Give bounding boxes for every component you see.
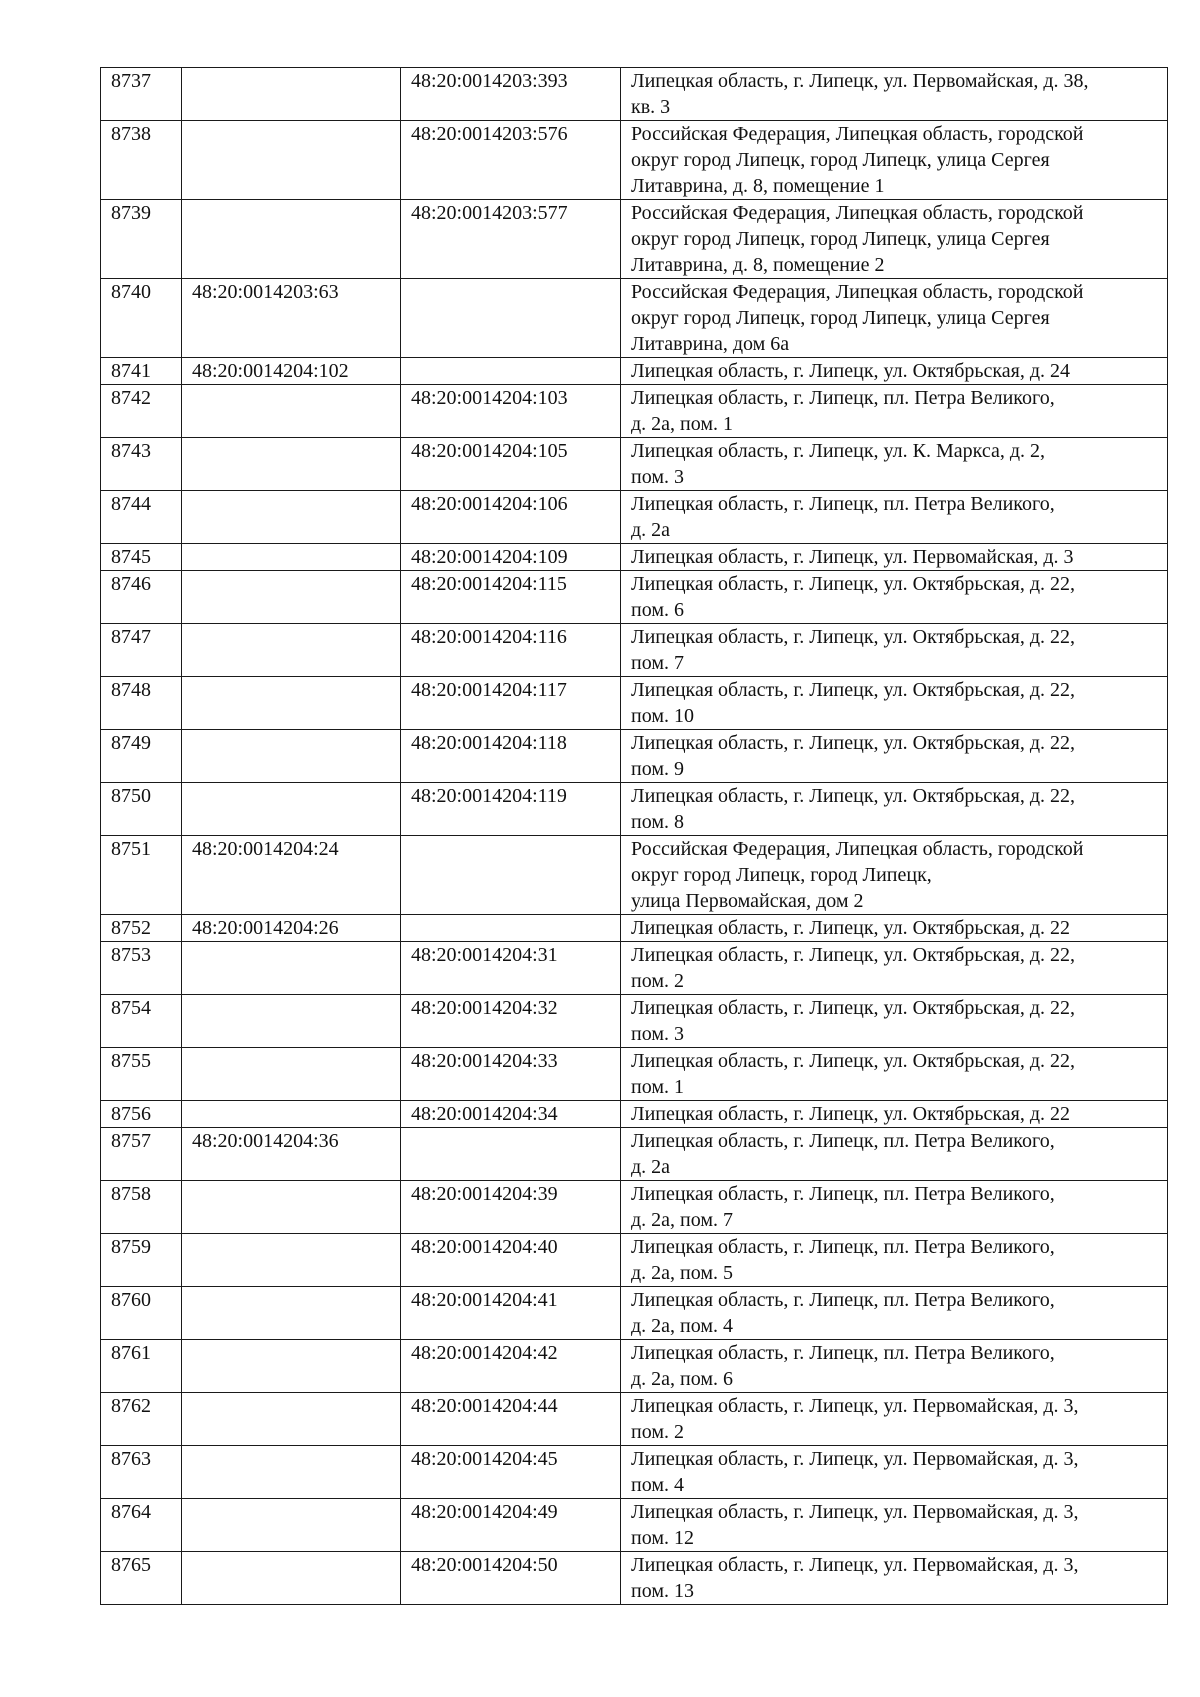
object-cadastral-number-cell: 48:20:0014204:105	[401, 438, 621, 491]
address-line: Литаврина, д. 8, помещение 2	[631, 254, 885, 276]
address-cell	[621, 1499, 1168, 1552]
table-row	[101, 385, 1168, 438]
row-number-cell: 8750	[101, 783, 182, 836]
address-cell	[621, 836, 1168, 915]
address-line: Липецкая область, г. Липецк, ул. Октябрьская, д. 22,	[631, 997, 1076, 1019]
address-line: д. 2а, пом. 4	[631, 1315, 734, 1337]
address-line: пом. 10	[631, 705, 694, 727]
address-line: пом. 9	[631, 758, 684, 780]
row-number-cell: 8751	[101, 836, 182, 915]
land-cadastral-number-cell	[182, 1181, 401, 1234]
address-line: Липецкая область, г. Липецк, ул. Октябрьская, д. 22	[631, 917, 1071, 939]
row-number-cell: 8764	[101, 1499, 182, 1552]
address-cell	[621, 68, 1168, 121]
land-cadastral-number-cell	[182, 1340, 401, 1393]
row-number-cell: 8748	[101, 677, 182, 730]
row-number-cell: 8745	[101, 544, 182, 571]
address-line: Липецкая область, г. Липецк, пл. Петра Великого,	[631, 1342, 1055, 1364]
table-body	[101, 68, 1168, 1605]
object-cadastral-number-cell: 48:20:0014204:49	[401, 1499, 621, 1552]
address-line: д. 2а, пом. 5	[631, 1262, 734, 1284]
land-cadastral-number-cell	[182, 1446, 401, 1499]
object-cadastral-number-cell	[401, 915, 621, 942]
address-line: Российская Федерация, Липецкая область, городской	[631, 202, 1084, 224]
row-number-cell: 8744	[101, 491, 182, 544]
land-cadastral-number-cell	[182, 1552, 401, 1605]
table-row	[101, 491, 1168, 544]
object-cadastral-number-cell: 48:20:0014204:50	[401, 1552, 621, 1605]
address-line: Липецкая область, г. Липецк, ул. Октябрьская, д. 22	[631, 1103, 1071, 1125]
object-cadastral-number-cell	[401, 836, 621, 915]
address-cell	[621, 1287, 1168, 1340]
row-number-cell: 8749	[101, 730, 182, 783]
table-row	[101, 279, 1168, 358]
address-line: пом. 6	[631, 599, 684, 621]
object-cadastral-number-cell: 48:20:0014204:41	[401, 1287, 621, 1340]
land-cadastral-number-cell	[182, 942, 401, 995]
address-line: Липецкая область, г. Липецк, ул. Октябрьская, д. 22,	[631, 573, 1076, 595]
address-line: пом. 8	[631, 811, 684, 833]
address-line: Липецкая область, г. Липецк, ул. Первомайская, д. 3,	[631, 1501, 1079, 1523]
address-line: пом. 1	[631, 1076, 684, 1098]
address-line: Липецкая область, г. Липецк, ул. Октябрьская, д. 22,	[631, 1050, 1076, 1072]
row-number-cell: 8742	[101, 385, 182, 438]
table-row	[101, 1446, 1168, 1499]
object-cadastral-number-cell: 48:20:0014204:115	[401, 571, 621, 624]
land-cadastral-number-cell	[182, 1048, 401, 1101]
table-row	[101, 1499, 1168, 1552]
object-cadastral-number-cell: 48:20:0014204:109	[401, 544, 621, 571]
address-line: д. 2а, пом. 6	[631, 1368, 734, 1390]
address-cell	[621, 571, 1168, 624]
object-cadastral-number-cell: 48:20:0014204:31	[401, 942, 621, 995]
land-cadastral-number-cell: 48:20:0014204:36	[182, 1128, 401, 1181]
object-cadastral-number-cell: 48:20:0014204:119	[401, 783, 621, 836]
address-cell	[621, 491, 1168, 544]
address-cell	[621, 121, 1168, 200]
table-row	[101, 1101, 1168, 1128]
object-cadastral-number-cell	[401, 1128, 621, 1181]
row-number-cell: 8739	[101, 200, 182, 279]
address-line: д. 2а, пом. 1	[631, 413, 734, 435]
object-cadastral-number-cell: 48:20:0014204:40	[401, 1234, 621, 1287]
address-line: Липецкая область, г. Липецк, ул. Первомайская, д. 3,	[631, 1448, 1079, 1470]
row-number-cell: 8756	[101, 1101, 182, 1128]
address-line: кв. 3	[631, 96, 671, 118]
address-cell	[621, 995, 1168, 1048]
address-line: Липецкая область, г. Липецк, пл. Петра Великого,	[631, 1289, 1055, 1311]
land-cadastral-number-cell	[182, 1393, 401, 1446]
address-line: пом. 4	[631, 1474, 684, 1496]
address-line: пом. 2	[631, 970, 684, 992]
address-cell	[621, 1181, 1168, 1234]
address-line: Литаврина, дом 6а	[631, 333, 790, 355]
address-line: Липецкая область, г. Липецк, ул. Первомайская, д. 3,	[631, 1554, 1079, 1576]
row-number-cell: 8747	[101, 624, 182, 677]
row-number-cell: 8740	[101, 279, 182, 358]
table-row	[101, 783, 1168, 836]
address-line: пом. 2	[631, 1421, 684, 1443]
address-line: округ город Липецк, город Липецк, улица Сергея	[631, 307, 1050, 329]
address-cell	[621, 1446, 1168, 1499]
land-cadastral-number-cell	[182, 544, 401, 571]
table-row	[101, 1048, 1168, 1101]
address-line: Липецкая область, г. Липецк, ул. Первомайская, д. 38,	[631, 70, 1089, 92]
row-number-cell: 8760	[101, 1287, 182, 1340]
address-cell	[621, 544, 1168, 571]
object-cadastral-number-cell: 48:20:0014204:32	[401, 995, 621, 1048]
object-cadastral-number-cell: 48:20:0014204:44	[401, 1393, 621, 1446]
address-line: Липецкая область, г. Липецк, ул. Октябрьская, д. 22,	[631, 626, 1076, 648]
row-number-cell: 8758	[101, 1181, 182, 1234]
address-cell	[621, 1128, 1168, 1181]
table-row	[101, 942, 1168, 995]
table-row	[101, 121, 1168, 200]
land-cadastral-number-cell	[182, 730, 401, 783]
address-line: д. 2а, пом. 7	[631, 1209, 734, 1231]
address-line: пом. 13	[631, 1580, 694, 1602]
address-cell	[621, 677, 1168, 730]
address-line: Липецкая область, г. Липецк, пл. Петра Великого,	[631, 493, 1055, 515]
address-line: Липецкая область, г. Липецк, ул. Октябрьская, д. 22,	[631, 785, 1076, 807]
land-cadastral-number-cell	[182, 677, 401, 730]
row-number-cell: 8741	[101, 358, 182, 385]
row-number-cell: 8752	[101, 915, 182, 942]
object-cadastral-number-cell: 48:20:0014204:45	[401, 1446, 621, 1499]
address-line: Липецкая область, г. Липецк, пл. Петра Великого,	[631, 1183, 1055, 1205]
object-cadastral-number-cell: 48:20:0014204:34	[401, 1101, 621, 1128]
table-row	[101, 1287, 1168, 1340]
land-cadastral-number-cell	[182, 624, 401, 677]
table-row	[101, 1393, 1168, 1446]
table-row	[101, 1128, 1168, 1181]
row-number-cell: 8763	[101, 1446, 182, 1499]
land-cadastral-number-cell	[182, 1287, 401, 1340]
address-line: Российская Федерация, Липецкая область, городской	[631, 838, 1084, 860]
property-registry-table	[100, 67, 1168, 1605]
address-line: Липецкая область, г. Липецк, пл. Петра Великого,	[631, 387, 1055, 409]
object-cadastral-number-cell: 48:20:0014204:103	[401, 385, 621, 438]
land-cadastral-number-cell	[182, 200, 401, 279]
address-line: Липецкая область, г. Липецк, ул. Октябрьская, д. 22,	[631, 944, 1076, 966]
table-row	[101, 915, 1168, 942]
table-row	[101, 571, 1168, 624]
table-row	[101, 836, 1168, 915]
row-number-cell: 8765	[101, 1552, 182, 1605]
address-cell	[621, 624, 1168, 677]
object-cadastral-number-cell	[401, 358, 621, 385]
land-cadastral-number-cell	[182, 491, 401, 544]
address-line: д. 2а	[631, 1156, 671, 1178]
land-cadastral-number-cell	[182, 571, 401, 624]
land-cadastral-number-cell	[182, 385, 401, 438]
land-cadastral-number-cell	[182, 438, 401, 491]
table-row	[101, 358, 1168, 385]
address-line: Липецкая область, г. Липецк, пл. Петра Великого,	[631, 1236, 1055, 1258]
object-cadastral-number-cell: 48:20:0014204:118	[401, 730, 621, 783]
row-number-cell: 8762	[101, 1393, 182, 1446]
address-cell	[621, 279, 1168, 358]
table-row	[101, 438, 1168, 491]
address-line: улица Первомайская, дом 2	[631, 890, 864, 912]
address-cell	[621, 1552, 1168, 1605]
land-cadastral-number-cell: 48:20:0014203:63	[182, 279, 401, 358]
address-cell	[621, 783, 1168, 836]
table-row	[101, 200, 1168, 279]
address-line: пом. 3	[631, 466, 684, 488]
address-cell	[621, 1393, 1168, 1446]
object-cadastral-number-cell: 48:20:0014204:116	[401, 624, 621, 677]
address-line: Российская Федерация, Липецкая область, городской	[631, 123, 1084, 145]
table-row	[101, 544, 1168, 571]
address-line: Липецкая область, г. Липецк, ул. Октябрьская, д. 24	[631, 360, 1071, 382]
object-cadastral-number-cell: 48:20:0014204:39	[401, 1181, 621, 1234]
table-row	[101, 1340, 1168, 1393]
land-cadastral-number-cell: 48:20:0014204:24	[182, 836, 401, 915]
address-line: Российская Федерация, Липецкая область, городской	[631, 281, 1084, 303]
table-row	[101, 1234, 1168, 1287]
object-cadastral-number-cell: 48:20:0014203:393	[401, 68, 621, 121]
row-number-cell: 8761	[101, 1340, 182, 1393]
address-cell	[621, 942, 1168, 995]
table-row	[101, 677, 1168, 730]
address-line: д. 2а	[631, 519, 671, 541]
address-line: Липецкая область, г. Липецк, ул. Первомайская, д. 3,	[631, 1395, 1079, 1417]
address-cell	[621, 358, 1168, 385]
address-line: Липецкая область, г. Липецк, ул. Октябрьская, д. 22,	[631, 732, 1076, 754]
object-cadastral-number-cell: 48:20:0014203:576	[401, 121, 621, 200]
address-cell	[621, 1101, 1168, 1128]
address-line: Липецкая область, г. Липецк, ул. Октябрьская, д. 22,	[631, 679, 1076, 701]
land-cadastral-number-cell	[182, 1234, 401, 1287]
address-line: Литаврина, д. 8, помещение 1	[631, 175, 885, 197]
address-cell	[621, 1048, 1168, 1101]
land-cadastral-number-cell	[182, 68, 401, 121]
land-cadastral-number-cell	[182, 121, 401, 200]
address-line: пом. 3	[631, 1023, 684, 1045]
row-number-cell: 8737	[101, 68, 182, 121]
address-cell	[621, 915, 1168, 942]
row-number-cell: 8757	[101, 1128, 182, 1181]
land-cadastral-number-cell: 48:20:0014204:26	[182, 915, 401, 942]
land-cadastral-number-cell: 48:20:0014204:102	[182, 358, 401, 385]
row-number-cell: 8755	[101, 1048, 182, 1101]
table-row	[101, 1181, 1168, 1234]
address-line: пом. 12	[631, 1527, 694, 1549]
land-cadastral-number-cell	[182, 1499, 401, 1552]
table-row	[101, 68, 1168, 121]
address-line: округ город Липецк, город Липецк,	[631, 864, 932, 886]
address-line: Липецкая область, г. Липецк, пл. Петра Великого,	[631, 1130, 1055, 1152]
row-number-cell: 8738	[101, 121, 182, 200]
row-number-cell: 8746	[101, 571, 182, 624]
table-row	[101, 624, 1168, 677]
address-line: округ город Липецк, город Липецк, улица Сергея	[631, 228, 1050, 250]
land-cadastral-number-cell	[182, 783, 401, 836]
land-cadastral-number-cell	[182, 995, 401, 1048]
object-cadastral-number-cell: 48:20:0014203:577	[401, 200, 621, 279]
address-cell	[621, 200, 1168, 279]
row-number-cell: 8759	[101, 1234, 182, 1287]
address-cell	[621, 1340, 1168, 1393]
object-cadastral-number-cell: 48:20:0014204:42	[401, 1340, 621, 1393]
row-number-cell: 8743	[101, 438, 182, 491]
table-row	[101, 730, 1168, 783]
address-line: Липецкая область, г. Липецк, ул. Первомайская, д. 3	[631, 546, 1074, 568]
address-line: пом. 7	[631, 652, 684, 674]
object-cadastral-number-cell: 48:20:0014204:106	[401, 491, 621, 544]
object-cadastral-number-cell: 48:20:0014204:117	[401, 677, 621, 730]
address-cell	[621, 1234, 1168, 1287]
address-line: округ город Липецк, город Липецк, улица Сергея	[631, 149, 1050, 171]
table-row	[101, 1552, 1168, 1605]
row-number-cell: 8754	[101, 995, 182, 1048]
address-cell	[621, 438, 1168, 491]
address-cell	[621, 730, 1168, 783]
table-row	[101, 995, 1168, 1048]
row-number-cell: 8753	[101, 942, 182, 995]
address-line: Липецкая область, г. Липецк, ул. К. Маркса, д. 2,	[631, 440, 1046, 462]
object-cadastral-number-cell	[401, 279, 621, 358]
address-cell	[621, 385, 1168, 438]
land-cadastral-number-cell	[182, 1101, 401, 1128]
object-cadastral-number-cell: 48:20:0014204:33	[401, 1048, 621, 1101]
